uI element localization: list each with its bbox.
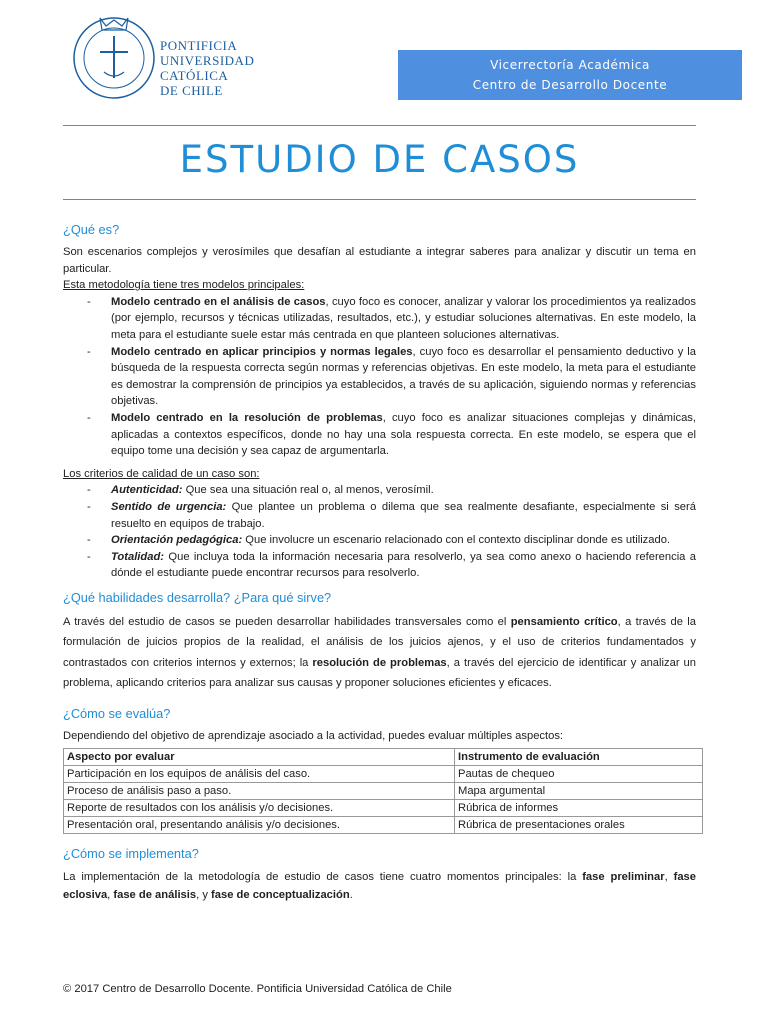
title-divider (63, 199, 696, 200)
table-cell: Mapa argumental (455, 783, 703, 800)
table-cell: Presentación oral, presentando análisis y/o decisiones. (64, 817, 455, 834)
header-box-line1: Vicerrectoría Académica (490, 58, 650, 72)
table-cell: Participación en los equipos de análisis del caso. (64, 766, 455, 783)
top-divider (63, 125, 696, 126)
logo-line: UNIVERSIDAD (160, 53, 255, 68)
habilidades-paragraph (63, 612, 696, 694)
table-cell: Reporte de resultados con los análisis y/o decisiones. (64, 800, 455, 817)
bold-term: fase de conceptualización (211, 889, 350, 902)
bold-term: fase eclosiva (63, 871, 697, 902)
list-item (63, 482, 696, 499)
evalua-intro: Dependiendo del objetivo de aprendizaje asociado a la actividad, puedes evaluar múltiples aspectos: (63, 729, 564, 742)
table-row (64, 766, 703, 783)
criterion-name: Autenticidad: (111, 484, 183, 497)
text-run: A través del estudio de casos se pueden desarrollar habilidades transversales como el (63, 615, 511, 628)
logo-line: CATÓLICA (160, 68, 229, 83)
model-description: , cuyo foco es conocer, analizar y valorar los procedimientos ya realizados (por ejemplo, recursos y técnicas utilizadas, resultados, etc.), y estudiar soluciones alternativas. En este modelo, la meta para el estudiante suele estar más centrada en que planteen soluciones alternativas. (111, 295, 696, 341)
model-description: , cuyo foco es analizar situaciones complejas y dinámicas, aplicadas a contextos específicos, donde no hay una sola respuesta correcta. En este modelo, se espera que el equipo tome una decisión y sea capaz de argumentarla. (111, 411, 696, 458)
criterion-description: Que sea una situación real o, al menos, verosímil. (182, 484, 434, 497)
section-heading-evalua: ¿Cómo se evalúa? (63, 705, 171, 721)
section-heading-implementa: ¿Cómo se implementa? (63, 846, 199, 862)
model-name: Modelo centrado en aplicar principios y normas legales (111, 345, 413, 358)
models-label: Esta metodología tiene tres modelos principales: (63, 279, 305, 292)
text-run: . (349, 889, 353, 902)
intro-paragraph: Son escenarios complejos y verosímiles que desafían al estudiante a integrar saberes para analizar y discutir un tema en particular. (63, 246, 696, 275)
university-seal-icon (70, 6, 160, 106)
list-item (63, 499, 696, 532)
criterion-description: Que incluya toda la información necesaria para resolverlo, ya sea como anexo o haciendo referencia a dónde el estudiante puede encontrar recursos para resolverlo. (111, 550, 696, 580)
bold-term: fase preliminar (582, 871, 665, 884)
bold-term: fase de análisis (113, 889, 197, 902)
main-content (63, 220, 696, 904)
bold-term: resolución de problemas (312, 656, 447, 669)
header-box (398, 50, 742, 100)
text-run: , a través de la formulación de juicios propios de la realidad, el análisis de los juicios ajenos, y el uso de criterios fundamentados y contrastados con criterios internos y externos; la (63, 615, 696, 669)
criteria-label: Los criterios de calidad de un caso son: (63, 467, 260, 480)
logo-line: PONTIFICIA (160, 38, 238, 53)
model-name: Modelo centrado en la resolución de problemas (111, 411, 383, 424)
table-cell: Pautas de chequeo (455, 766, 703, 783)
criterion-name: Totalidad: (111, 550, 165, 563)
criteria-list (63, 482, 696, 582)
list-item (63, 532, 696, 549)
bold-term: pensamiento crítico (510, 615, 618, 628)
criterion-name: Orientación pedagógica: (111, 534, 243, 547)
text-run: La implementación de la metodología de estudio de casos tiene cuatro momentos principales: la (63, 871, 583, 884)
criterion-description: Que involucre un escenario relacionado con el contexto disciplinar donde es utilizado. (242, 534, 671, 547)
list-item (63, 294, 696, 344)
table-cell: Proceso de análisis paso a paso. (64, 783, 455, 800)
implementa-paragraph (63, 868, 696, 904)
header-box-line2: Centro de Desarrollo Docente (472, 78, 668, 92)
footer-copyright: © 2017 Centro de Desarrollo Docente. Pontificia Universidad Católica de Chile (63, 983, 452, 995)
table-row (64, 817, 703, 834)
table-header-cell: Instrumento de evaluación (455, 749, 703, 766)
table-cell: Rúbrica de informes (455, 800, 703, 817)
list-item (63, 344, 696, 410)
table-header-row (64, 749, 703, 766)
text-run: , a través del ejercicio de identificar y analizar un problema, aplicando criterios para analizar sus causas y proponer soluciones eficientes y eficaces. (63, 656, 696, 690)
table-header-cell: Aspecto por evaluar (64, 749, 455, 766)
text-run: , y (196, 889, 212, 902)
section-heading-habilidades: ¿Qué habilidades desarrolla? ¿Para qué sirve? (63, 589, 332, 605)
models-list (63, 294, 696, 460)
table-row (64, 783, 703, 800)
list-item (63, 410, 696, 460)
criterion-name: Sentido de urgencia: (111, 500, 227, 513)
text-run: , (107, 889, 114, 902)
logo-line: DE CHILE (160, 83, 223, 98)
table-row (64, 800, 703, 817)
table-cell: Rúbrica de presentaciones orales (455, 817, 703, 834)
page-title: ESTUDIO DE CASOS (179, 138, 580, 181)
criterion-description: Que plantee un problema o dilema que sea realmente desafiante, especialmente si será resuelto en equipos de trabajo. (111, 500, 696, 530)
list-item (63, 549, 696, 582)
text-run: , (664, 871, 674, 884)
section-heading-que-es: ¿Qué es? (63, 222, 120, 237)
evaluation-table (63, 748, 703, 834)
university-logo (70, 6, 260, 106)
model-name: Modelo centrado en el análisis de casos (111, 295, 326, 308)
model-description: , cuyo foco es desarrollar el pensamiento deductivo y la búsqueda de la respuesta correcta según normas y referencias objetivas. En este modelo, la meta para el estudiante es demostrar la comprensión de principios ya establecidos, a través de su aplicación, siguiendo normas y referencias objetivas. (111, 345, 696, 408)
logo-text (160, 38, 254, 98)
